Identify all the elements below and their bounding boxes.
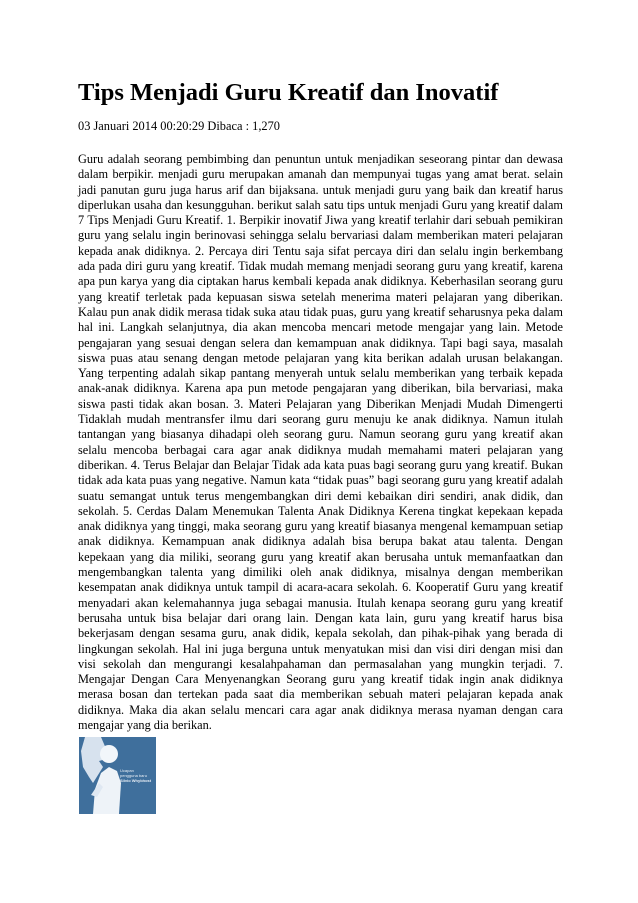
thumbnail-caption-line: Silvio Whybhost (120, 778, 152, 783)
thumbnail-caption-line: pengguna baru (120, 773, 147, 778)
article-title: Tips Menjadi Guru Kreatif dan Inovatif (78, 79, 499, 106)
author-thumbnail (79, 737, 156, 814)
article-body: Guru adalah seorang pembimbing dan penuntun untuk menjadikan seseorang pintar dan dewasa dalam berpikir. menjadi guru merupakan amanah dan mempunyai tugas yang amat berat. selain jadi panutan guru juga harus arif dan bijaksana. untuk menjadi guru yang baik dan kreatif harus diperlukan usaha dan kesungguhan. berikut salah satu tips untuk menjadi Guru yang kreatif dalam 7 Tips Menjadi Guru Kreatif. 1. Berpikir inovatif Jiwa yang kreatif terlahir dari sebuah pemikiran guru yang selalu ingin berinovasi sehingga selalu bervariasi dalam memberikan materi pelajaran kepada anak didiknya. 2. Percaya diri Tentu saja sifat percaya diri dan selalu ingin berkembang ada pada diri guru yang kreatif. Tidak mudah memang menjadi seorang guru yang kreatif, karena apa pun karya yang dia ciptakan harus kembali kepada anak didiknya. Keberhasilan seorang guru yang kreatif terletak pada kepuasan siswa setelah menerima materi pelajaran yang diberikan. Kalau pun anak didik merasa tidak suka atau tidak puas, guru yang kreatif seharusnya peka dalam hal ini. Langkah selanjutnya, dia akan mencoba mencari metode mengajar yang lain. Metode pengajaran yang sesuai dengan selera dan kemampuan anak didiknya. Tapi bagi saya, masalah siswa puas atau senang dengan metode pelajaran yang kita berikan adalah urusan belakangan. Yang terpenting adalah sikap pantang menyerah untuk selalu memberikan yang terbaik kepada anak-anak didiknya. Karena apa pun metode pengajaran yang diberikan, bila bervariasi, maka siswa pasti tidak akan bosan. 3. Materi Pelajaran yang Diberikan Menjadi Mudah Dimengerti Tidaklah mudah mentransfer ilmu dari seorang guru menuju ke anak didiknya. Namun itulah tantangan yang biasanya dihadapi oleh seorang guru. Namun seorang guru yang kreatif akan selalu mencoba berbagai cara agar anak didiknya mudah memahami materi pelajaran yang diberikan. 4. Terus Belajar dan Belajar Tidak ada kata puas bagi seorang guru yang kreatif. Bukan tidak ada kata puas yang negative. Namun kata “tidak puas” bagi seorang guru yang kreatif adalah suatu semangat untuk terus mengembangkan diri demi kebaikan diri sendiri, anak didik, dan sekolah. 5. Cerdas Dalam Menemukan Talenta Anak Didiknya Kerena tingkat kepekaan kepada anak didiknya yang tinggi, maka seorang guru yang kreatif biasanya mengenal kemampuan setiap anak didiknya. Kemampuan anak didiknya adalah bisa berupa bakat atau talenta. Dengan kepekaan yang dia miliki, seorang guru yang kreatif akan berusaha untuk memanfaatkan dan mengembangkan talenta yang dimiliki oleh anak didiknya, misalnya dengan memberikan kesempatan anak didiknya untuk tampil di acara-acara sekolah. 6. Kooperatif Guru yang kreatif menyadari akan kelemahannya juga sebagai manusia. Itulah kenapa seorang guru yang kreatif berusaha untuk bisa belajar dari orang lain. Dengan kata lain, guru yang kreatif harus bisa bekerjasam dengan sesama guru, anak didik, kepala sekolah, dan pihak-pihak yang berada di lingkungan sekolah. Hal ini juga berguna untuk menyatukan misi dan visi diri dengan misi dan visi sekolah dan mengurangi kesalahpahaman dan permasalahan yang mungkin terjadi. 7. Mengajar Dengan Cara Menyenangkan Seorang guru yang kreatif tidak ingin anak didiknya merasa bosan dan tertekan pada saat dia memberikan sebuah materi pelajaran kepada anak didiknya. Maka dia akan selalu mencari cara agar anak didiknya merasa nyaman dengan cara mengajar yang dia berikan. (78, 152, 563, 732)
thumbnail-caption-line: Ucapan (120, 768, 134, 773)
article (78, 78, 563, 733)
article-meta: 03 Januari 2014 00:20:29 Dibaca : 1,270 (78, 119, 281, 133)
thumbnail-caption (120, 768, 154, 783)
